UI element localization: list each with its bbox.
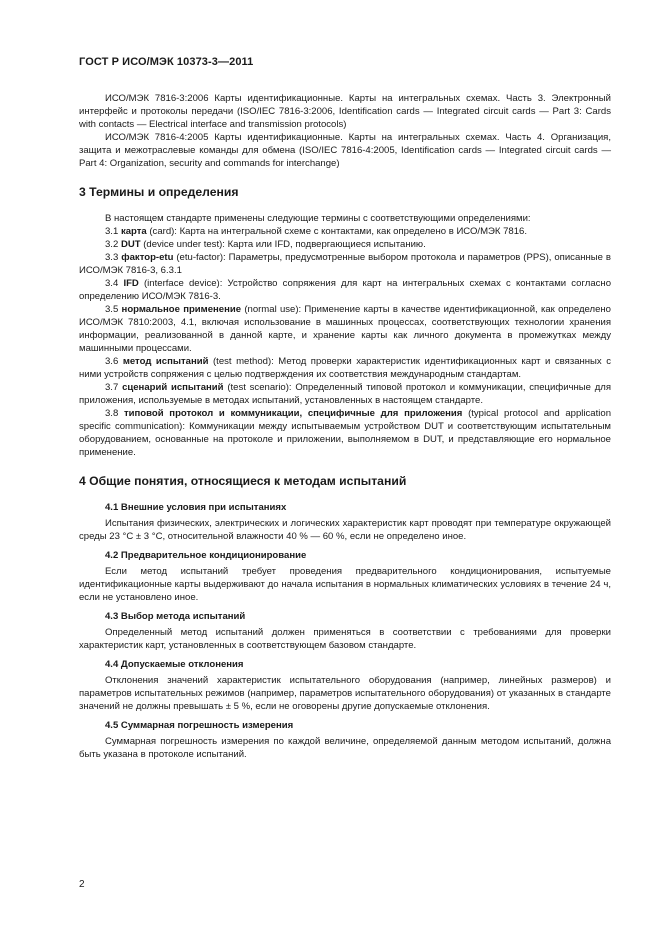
subsection-4-1-title: 4.1 Внешние условия при испытаниях — [105, 502, 287, 513]
term-name: DUT — [120, 239, 141, 250]
subsection-4-4-text: Отклонения значений характеристик испытательного оборудования (например, линейных размеров) и параметров испытательных режимов (например, параметров испытательного оборудования) от указанных в стандарте значений не должны превышать ± 5 %, если не оговорены другие допускаемые отклонения. — [79, 675, 611, 712]
term-name: карта — [120, 226, 147, 237]
document-body — [79, 92, 611, 761]
subsection-4-2-text: Если метод испытаний требует проведения предварительного кондиционирования, испытуемые идентификационные карты выдерживают до начала испытания в нормальных климатических условиях в течение 24 ч, если не установлено иное. — [79, 566, 611, 603]
subsection-4-4-title: 4.4 Допускаемые отклонения — [105, 659, 244, 670]
term-number: 3.8 — [105, 408, 119, 419]
page-number: 2 — [79, 879, 85, 890]
term-number: 3.4 — [105, 278, 119, 289]
term-3-3 — [79, 251, 611, 277]
term-definition: (interface device): Устройство сопряжения для карт на интегральных схемах с контактами согласно определению ИСО/МЭК 7816-3. — [79, 278, 612, 302]
term-definition: (card): Карта на интегральной схеме с контактами, как определено в ИСО/МЭК 7816. — [146, 226, 527, 237]
term-number: 3.3 — [105, 252, 119, 263]
term-number: 3.2 — [105, 239, 119, 250]
term-number: 3.5 — [105, 304, 119, 315]
subsection-4-1-text: Испытания физических, электрических и логических характеристик карт проводят при температуре окружающей среды 23 °С ± 3 °С, относительной влажности 40 % — 60 %, если не определено иное. — [79, 518, 611, 542]
term-definition: (test method): Метод проверки характеристик идентификационных карт и связанных с ними устройств сопряжения с целью подтверждения их соответствия международным стандартам. — [79, 356, 611, 380]
term-number: 3.1 — [105, 226, 119, 237]
subsection-4-2-title: 4.2 Предварительное кондиционирование — [105, 550, 307, 561]
term-definition: (typical protocol and application specific communication): Коммуникации между испытываемым устройством DUT и соответствующим испытательным оборудованием, основанные на протоколе и приложении, выполняемом в DUT, и представляющие его нормальное применение. — [79, 408, 611, 458]
section-4-title: 4 Общие понятия, относящиеся к методам испытаний — [79, 474, 407, 488]
term-3-2 — [79, 238, 611, 251]
term-definition: (etu-factor): Параметры, предусмотренные выбором протокола и параметров (PPS), описанные в ИСО/МЭК 7816-3, 6.3.1 — [79, 252, 611, 276]
term-3-8 — [79, 407, 611, 459]
term-name: метод испытаний — [122, 356, 209, 367]
term-definition: (device under test): Карта или IFD, подвергающиеся испытанию. — [140, 239, 426, 250]
term-3-6 — [79, 355, 611, 381]
subsection-4-5-title: 4.5 Суммарная погрешность измерения — [105, 720, 294, 731]
reference-7816-4: ИСО/МЭК 7816-4:2005 Карты идентификационные. Карты на интегральных схемах. Часть 4. Организация, защита и межотраслевые команды для обмена (ISO/IEC 7816-4:2005, Identification cards — Integrated circuit cards — Part 4: Organization, security and commands for interchange) — [79, 132, 611, 169]
term-3-7 — [79, 381, 611, 407]
term-definition: (test scenario): Определенный типовой протокол и коммуникации, специфичные для приложения, используемые в методах испытаний, установленных в настоящем стандарте. — [79, 382, 612, 406]
subsection-4-5-text: Суммарная погрешность измерения по каждой величине, определяемой данным методом испытаний, должна быть указана в протоколе испытаний. — [79, 736, 611, 760]
term-definition: (normal use): Применение карты в качестве идентификационной, как определено ИСО/МЭК 7810:2003, 4.1, включая использование в машинных процессах, соответствующих технологии хранения информации, реализованной в данной карте, и хранение карты как личного документа в промежутках между машинными процессами. — [79, 304, 611, 354]
term-3-5 — [79, 303, 611, 355]
section-3-intro: В настоящем стандарте применены следующие термины с соответствующими определениями: — [105, 213, 531, 224]
reference-7816-3: ИСО/МЭК 7816-3:2006 Карты идентификационные. Карты на интегральных схемах. Часть 3. Электронный интерфейс и протоколы передачи (ISO/IEC 7816-3:2006, Identification cards — Integrated circuit cards — Part 3: Cards with contacts — Electrical interface and transmission protocols) — [79, 93, 611, 130]
term-number: 3.6 — [105, 356, 119, 367]
term-name: IFD — [123, 278, 139, 289]
term-name: сценарий испытаний — [122, 382, 224, 393]
term-3-1 — [79, 225, 611, 238]
term-3-4 — [79, 277, 611, 303]
term-name: нормальное применение — [121, 304, 242, 315]
term-name: фактор-etu — [121, 252, 174, 263]
term-name: типовой протокол и коммуникации, специфичные для приложения — [124, 408, 463, 419]
subsection-4-3-title: 4.3 Выбор метода испытаний — [105, 611, 246, 622]
subsection-4-3-text: Определенный метод испытаний должен применяться в соответствии с требованиями для проверки характеристик карт, установленных в соответствующем базовом стандарте. — [79, 627, 611, 651]
section-3-title: 3 Термины и определения — [79, 185, 239, 199]
document-header: ГОСТ Р ИСО/МЭК 10373-3—2011 — [79, 56, 254, 68]
term-number: 3.7 — [105, 382, 119, 393]
